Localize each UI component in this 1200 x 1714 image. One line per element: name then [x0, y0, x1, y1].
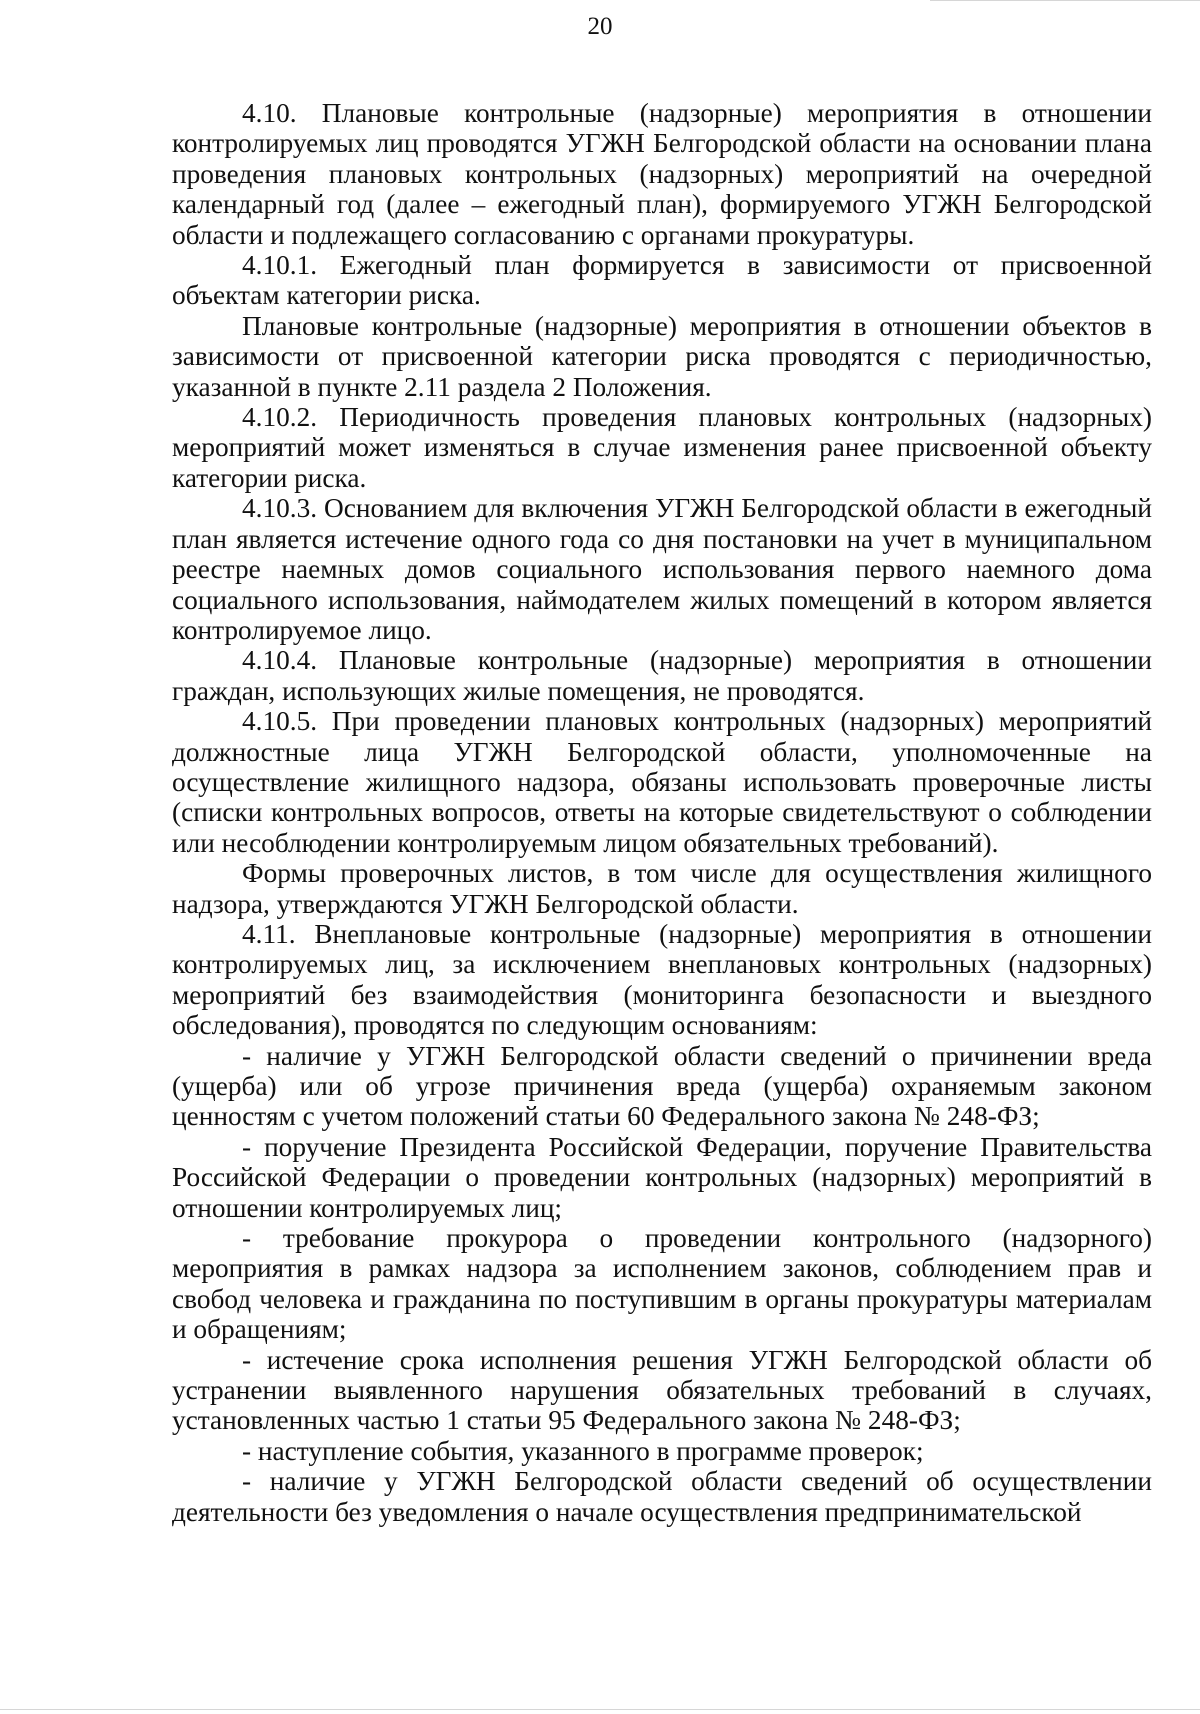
scan-edge-bottom	[0, 1709, 1200, 1710]
scan-edge-top	[930, 0, 1200, 1]
paragraph-4-10-1: 4.10.1. Ежегодный план формируется в зависимости от присвоенной объектам категории риска.	[172, 250, 1152, 311]
list-item-deadline-expiry: - истечение срока исполнения решения УГЖН Белгородской области об устранении выявленного нарушения обязательных требований в случаях, установленных частью 1 статьи 95 Федерального закона № 248-ФЗ;	[172, 1344, 1152, 1436]
paragraph-4-10-2: 4.10.2. Периодичность проведения плановых контрольных (надзорных) мероприятий может изменяться в случае изменения ранее присвоенной объекту категории риска.	[172, 402, 1152, 493]
paragraph-4-11: 4.11. Внеплановые контрольные (надзорные) мероприятия в отношении контролируемых лиц, за исключением внеплановых контрольных (надзорных) мероприятий без взаимодействия (мониторинга безопасности и выездного обследования), проводятся по следующим основаниям:	[172, 918, 1152, 1041]
paragraph-checklist-forms: Формы проверочных листов, в том числе для осуществления жилищного надзора, утверждаются УГЖН Белгородской области.	[172, 858, 1152, 919]
list-item-no-notification: - наличие у УГЖН Белгородской области сведений об осуществлении деятельности без уведомления о начале осуществления предпринимательской	[172, 1466, 1152, 1527]
paragraph-4-10-3: 4.10.3. Основанием для включения УГЖН Белгородской области в ежегодный план является истечение одного года со дня постановки на учет в муниципальном реестре наемных домов социального использования первого наемного дома социального использования, наймодателем жилых помещений в котором является контролируемое лицо.	[172, 493, 1152, 645]
paragraph-planned-periodicity: Плановые контрольные (надзорные) мероприятия в отношении объектов в зависимости от присвоенной категории риска проводятся с периодичностью, указанной в пункте 2.11 раздела 2 Положения.	[172, 310, 1152, 402]
document-body	[172, 98, 1152, 1527]
page-number: 20	[587, 13, 613, 40]
list-item-program-event: - наступление события, указанного в программе проверок;	[242, 1435, 924, 1466]
paragraph-4-10-4: 4.10.4. Плановые контрольные (надзорные) мероприятия в отношении граждан, использующих жилые помещения, не проводятся.	[172, 645, 1152, 706]
list-item-harm-information: - наличие у УГЖН Белгородской области сведений о причинении вреда (ущерба) или об угрозе причинения вреда (ущерба) охраняемым законом ценностям с учетом положений статьи 60 Федерального закона № 248-ФЗ;	[172, 1040, 1152, 1132]
list-item-prosecutor-request: - требование прокурора о проведении контрольного (надзорного) мероприятия в рамках надзора за исполнением законов, соблюдением прав и свобод человека и гражданина по поступившим в органы прокуратуры материалам и обращениям;	[172, 1223, 1152, 1345]
paragraph-4-10: 4.10. Плановые контрольные (надзорные) мероприятия в отношении контролируемых лиц проводятся УГЖН Белгородской области на основании плана проведения плановых контрольных (надзорных) мероприятий на очередной календарный год (далее – ежегодный план), формируемого УГЖН Белгородской области и подлежащего согласованию с органами прокуратуры.	[172, 98, 1152, 250]
paragraph-4-10-5: 4.10.5. При проведении плановых контрольных (надзорных) мероприятий должностные лица УГЖН Белгородской области, уполномоченные на осуществление жилищного надзора, обязаны использовать проверочные листы (списки контрольных вопросов, ответы на которые свидетельствуют о соблюдении или несоблюдении контролируемым лицом обязательных требований).	[172, 706, 1152, 858]
list-item-president-order: - поручение Президента Российской Федерации, поручение Правительства Российской Федерации о проведении контрольных (надзорных) мероприятий в отношении контролируемых лиц;	[172, 1131, 1152, 1223]
